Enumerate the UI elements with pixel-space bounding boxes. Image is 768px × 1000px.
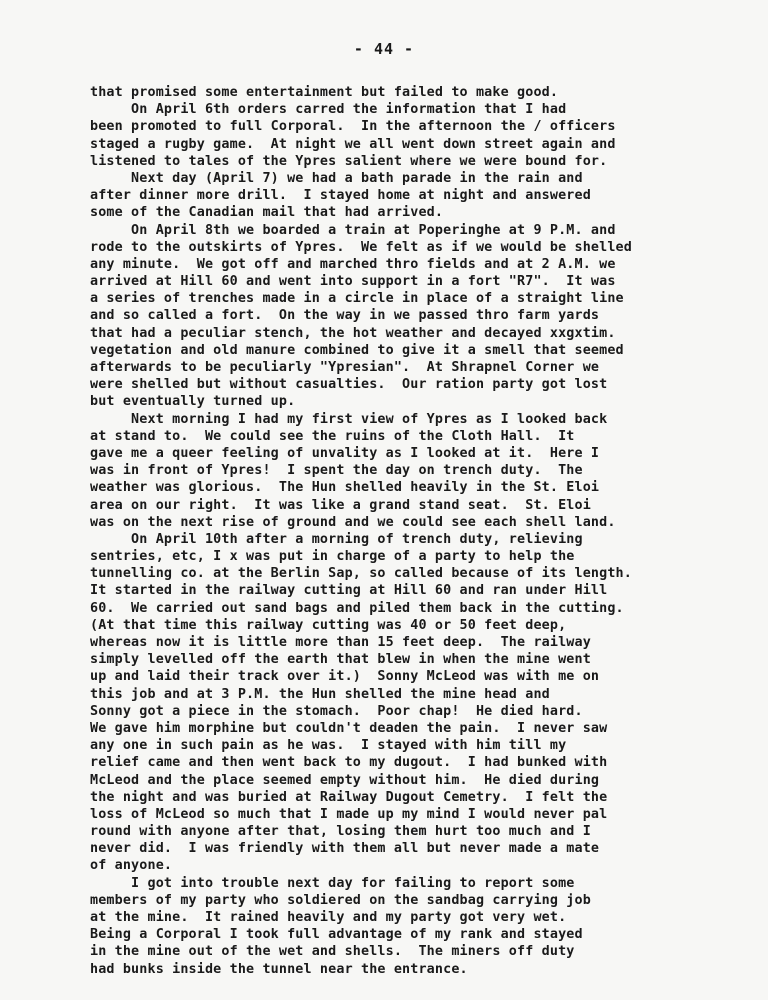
text-line: afterwards to be peculiarly "Ypresian". At Shrapnel Corner we <box>90 360 600 375</box>
typescript-body <box>90 84 710 978</box>
text-line: had bunks inside the tunnel near the entrance. <box>90 961 468 977</box>
text-line: members of my party who soldiered on the sandbag carrying job <box>90 892 591 908</box>
text-line: McLeod and the place seemed empty without him. He died during <box>90 772 600 788</box>
text-line: never did. I was friendly with them all but never made a mate <box>90 841 600 857</box>
text-line: and so called a fort. On the way in we passed thro farm yards <box>90 308 600 324</box>
text-line: loss of McLeod so much that I made up my mind I would never pal <box>90 806 608 822</box>
text-line: (At that time this railway cutting was 40 or 50 feet deep, <box>90 617 567 633</box>
text-line: 60. We carried out sand bags and piled them back in the cutting. <box>90 600 624 616</box>
text-line: gave me a queer feeling of unvality as I looked at it. Here I <box>90 445 600 461</box>
text-line: On April 6th orders carred the information that I had <box>90 102 567 118</box>
text-line: after dinner more drill. I stayed home at night and answered <box>90 188 591 204</box>
text-line: at the mine. It rained heavily and my party got very wet. <box>90 910 567 925</box>
text-line: sentries, etc, I x was put in charge of a party to help the <box>90 549 575 565</box>
text-line: It started in the railway cutting at Hill 60 and ran under Hill <box>90 583 608 599</box>
text-line: were shelled but without casualties. Our ration party got lost <box>90 377 608 393</box>
text-line: We gave him morphine but couldn't deaden the pain. I never saw <box>90 720 608 736</box>
text-line: rode to the outskirts of Ypres. We felt as if we would be shelled <box>90 239 632 255</box>
text-line: Sonny got a piece in the stomach. Poor chap! He died hard. <box>90 703 583 719</box>
text-line: some of the Canadian mail that had arrived. <box>90 205 444 221</box>
text-line: weather was glorious. The Hun shelled heavily in the St. Eloi <box>90 480 600 496</box>
text-line: this job and at 3 P.M. the Hun shelled the mine head and <box>90 686 550 702</box>
text-line: was on the next rise of ground and we could see each shell land. <box>90 514 616 530</box>
text-line: whereas now it is little more than 15 feet deep. The railway <box>90 635 591 650</box>
text-line: staged a rugby game. At night we all went down street again and <box>90 136 616 152</box>
text-line: area on our right. It was like a grand stand seat. St. Eloi <box>90 497 591 513</box>
text-line: in the mine out of the wet and shells. The miners off duty <box>90 944 575 960</box>
text-line: a series of trenches made in a circle in place of a straight line <box>90 291 624 307</box>
text-line: relief came and then went back to my dugout. I had bunked with <box>90 755 608 771</box>
text-line: Being a Corporal I took full advantage of my rank and stayed <box>90 927 583 943</box>
text-line: was in front of Ypres! I spent the day on trench duty. The <box>90 463 583 479</box>
text-line: at stand to. We could see the ruins of the Cloth Hall. It <box>90 428 575 444</box>
text-line: but eventually turned up. <box>90 394 296 410</box>
text-line: the night and was buried at Railway Dugout Cemetry. I felt the <box>90 789 608 805</box>
text-line: listened to tales of the Ypres salient where we were bound for. <box>90 153 608 169</box>
text-line: up and laid their track over it.) Sonny McLeod was with me on <box>90 669 600 685</box>
text-line: any minute. We got off and marched thro fields and at 2 A.M. we <box>90 256 616 272</box>
text-line: simply levelled off the earth that blew in when the mine went <box>90 652 591 668</box>
text-line: of anyone. <box>90 858 173 874</box>
text-line: I got into trouble next day for failing to report some <box>90 875 575 891</box>
text-line: On April 10th after a morning of trench duty, relieving <box>90 531 583 547</box>
text-line: tunnelling co. at the Berlin Sap, so called because of its length. <box>90 566 632 582</box>
text-line: arrived at Hill 60 and went into support in a fort "R7". It was <box>90 274 616 290</box>
text-line: round with anyone after that, losing them hurt too much and I <box>90 824 591 840</box>
text-line: vegetation and old manure combined to give it a smell that seemed <box>90 342 624 358</box>
text-line: that had a peculiar stench, the hot weather and decayed xxgxtim. <box>90 325 616 341</box>
page-number: - 44 - <box>353 40 415 58</box>
text-line: that promised some entertainment but failed to make good. <box>90 85 559 100</box>
text-line: On April 8th we boarded a train at Poperinghe at 9 P.M. and <box>90 222 616 238</box>
text-line: Next day (April 7) we had a bath parade in the rain and <box>90 170 583 186</box>
text-line: Next morning I had my first view of Ypres as I looked back <box>90 411 608 427</box>
text-line: any one in such pain as he was. I stayed with him till my <box>90 738 567 754</box>
text-line: been promoted to full Corporal. In the afternoon the / officers <box>90 119 616 135</box>
